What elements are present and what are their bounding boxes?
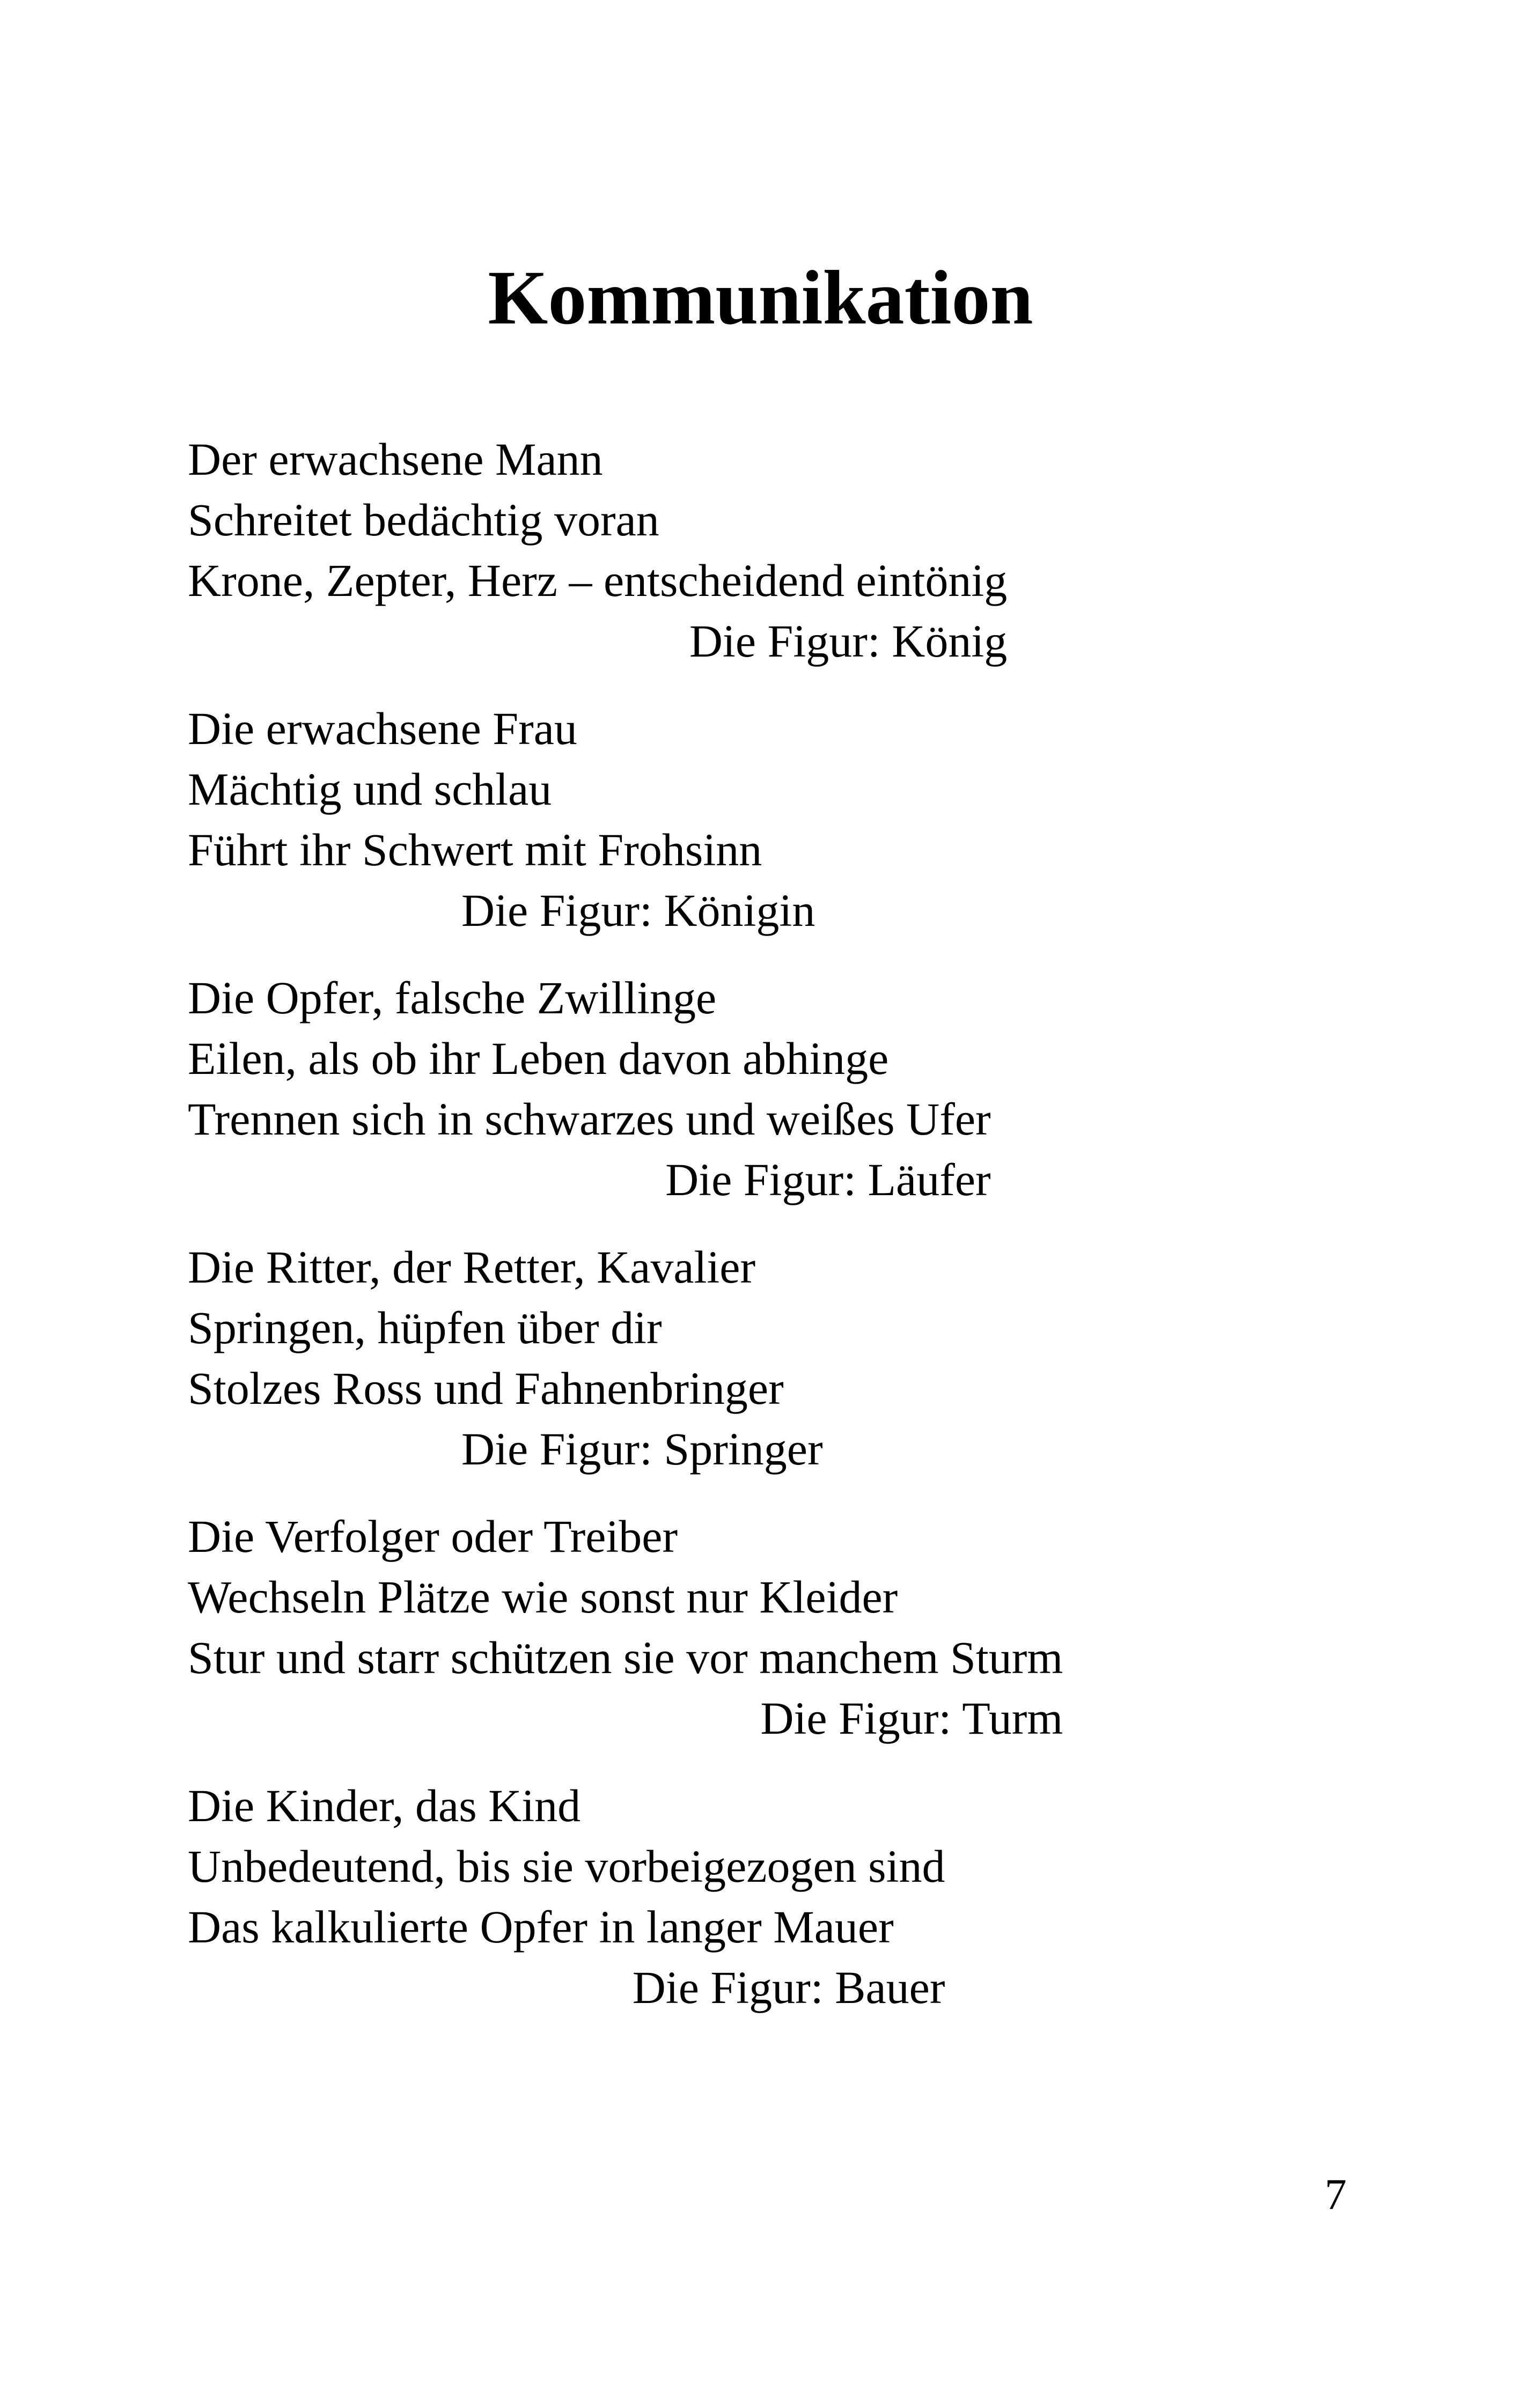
verse-line: Die Verfolger oder Treiber	[188, 1511, 678, 1562]
verse-line: Springen, hüpfen über dir	[188, 1302, 662, 1353]
page-number: 7	[1325, 2170, 1347, 2219]
verse-line: Die Opfer, falsche Zwillinge	[188, 972, 717, 1023]
page-title: Kommunikation	[488, 255, 1033, 341]
verse-line: Die Ritter, der Retter, Kavalier	[188, 1241, 756, 1293]
stanza-laeufer	[188, 968, 1063, 1237]
figure-label: Die Figur: Bauer	[632, 1962, 945, 2013]
figure-label: Die Figur: Königin	[461, 885, 815, 936]
verse-line: Krone, Zepter, Herz – entscheidend eintönig	[188, 555, 1008, 606]
stanza-turm	[188, 1506, 1063, 1776]
verse-line: Das kalkulierte Opfer in langer Mauer	[188, 1901, 894, 1953]
verse-line: Unbedeutend, bis sie vorbeigezogen sind	[188, 1840, 945, 1892]
verse-line: Stolzes Ross und Fahnenbringer	[188, 1363, 784, 1414]
verse-line: Der erwachsene Mann	[188, 433, 603, 485]
verse-line: Die Kinder, das Kind	[188, 1780, 581, 1831]
verse-line: Führt ihr Schwert mit Frohsinn	[188, 824, 762, 875]
verse-line: Die erwachsene Frau	[188, 703, 577, 754]
figure-label: Die Figur: Läufer	[665, 1154, 991, 1205]
stanza-koenig	[188, 429, 1063, 698]
verse-line: Schreitet bedächtig voran	[188, 494, 659, 546]
figure-label: Die Figur: Turm	[760, 1692, 1063, 1744]
figure-label: Die Figur: König	[689, 615, 1008, 667]
figure-label: Die Figur: Springer	[461, 1423, 823, 1475]
verse-line: Wechseln Plätze wie sonst nur Kleider	[188, 1571, 898, 1623]
stanza-bauer	[188, 1776, 1063, 2045]
poem-body	[188, 429, 1063, 2045]
verse-line: Stur und starr schützen sie vor manchem Sturm	[188, 1632, 1063, 1683]
stanza-springer	[188, 1237, 1063, 1506]
verse-line: Mächtig und schlau	[188, 763, 552, 815]
stanza-koenigin	[188, 698, 1063, 968]
verse-line: Trennen sich in schwarzes und weißes Ufer	[188, 1093, 991, 1145]
verse-line: Eilen, als ob ihr Leben davon abhinge	[188, 1033, 889, 1084]
